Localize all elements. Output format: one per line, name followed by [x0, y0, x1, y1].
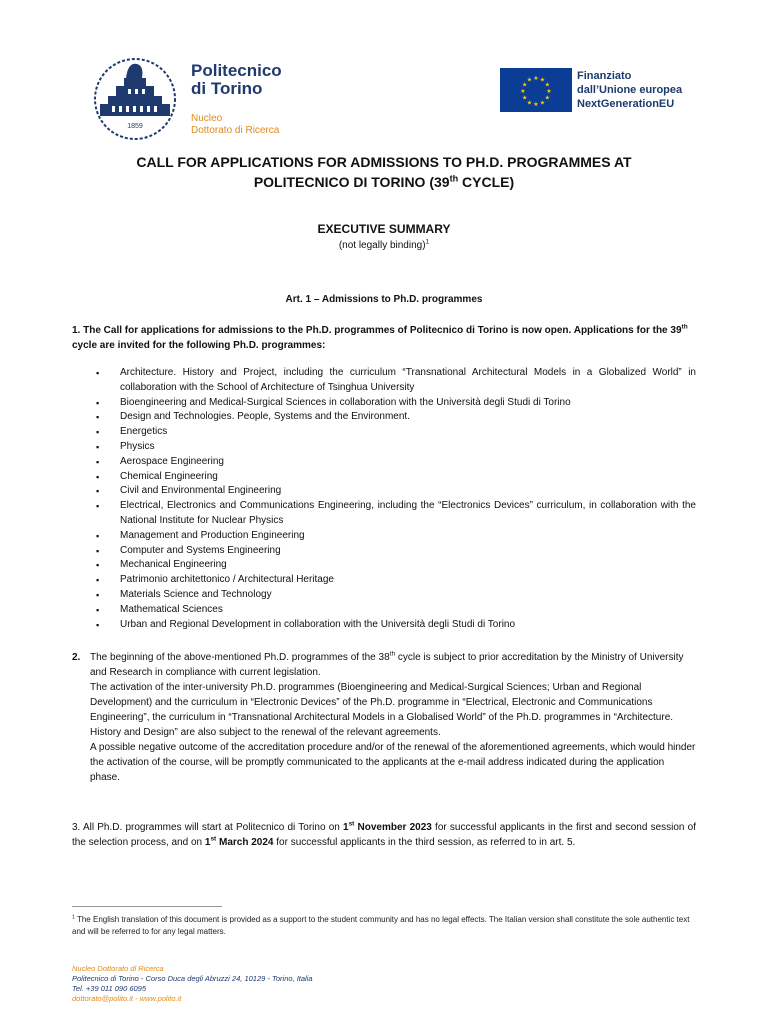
- eu-star-icon: ★: [546, 89, 552, 95]
- programme-list-item: ▪ Patrimonio architettonico / Architectural Heritage: [96, 573, 696, 588]
- programme-list-item: ▪ Mathematical Sciences: [96, 603, 696, 618]
- programme-list-item: ▪ Urban and Regional Development in collaboration with the Università degli Studi di Torino: [96, 618, 696, 633]
- svg-text:1859: 1859: [127, 123, 143, 130]
- programme-list-item: ▪ Chemical Engineering: [96, 470, 696, 485]
- page-footer: Nucleo Dottorato di Ricerca Politecnico di Torino - Corso Duca degli Abruzzi 24, 10129 - Torino, Italia Tel. +39 011 090 6095 dottorato@polito.it - www.polito.it: [72, 964, 313, 1003]
- unit-name: Nucleo Dottorato di Ricerca: [191, 113, 280, 136]
- eu-star-icon: ★: [539, 77, 546, 84]
- eu-star-icon: ★: [544, 95, 550, 102]
- programme-list-item: ▪ Physics: [96, 440, 696, 455]
- eu-star-icon: ★: [539, 100, 546, 107]
- programme-list-item: ▪ Management and Production Engineering: [96, 529, 696, 544]
- politecnico-logo: [92, 56, 362, 146]
- paragraph-2: 2. The beginning of the above-mentioned Ph.D. programmes of the 38th cycle is subject to prior accreditation by the Ministry of University and Research in compliance with current legislation. The activation of the inter-university Ph.D. programmes (Bioengineering and Medical-Surgical Sciences; Urban and Regional Development) and the curriculum in “Electronic Devices” of the Ph.D. programme in “Electrical, Electronic and Communications Engineering”, the curriculum in “Transnational Architectural Models in a Globalised World” of the Ph.D. programmes in “Architecture. History and Design” are also subject to the renewal of the relevant agreements. A possible negative outcome of the accreditation procedure and/or of the renewal of the aforementioned agreements, which would hinder the activation of the course, will be promptly communicated to the applicants at the e-mail address indicated during the application phase.: [72, 650, 696, 783]
- eu-funding-text: Finanziato dall’Unione europea NextGenerationEU: [577, 70, 683, 110]
- footer-contact-link[interactable]: dottorato@polito.it - www.polito.it: [72, 994, 182, 1003]
- programme-list-item: ▪ Aerospace Engineering: [96, 455, 696, 470]
- paragraph-1: 1. The Call for applications for admissions to the Ph.D. programmes of Politecnico di Torino is now open. Applications for the 39th cycle are invited for the following Ph.D. programmes:: [72, 323, 688, 351]
- eu-star-icon: ★: [526, 100, 533, 107]
- eu-star-icon: ★: [526, 77, 533, 84]
- document-title: CALL FOR APPLICATIONS FOR ADMISSIONS TO PH.D. PROGRAMMES AT POLITECNICO DI TORINO (39th CYCLE): [136, 154, 632, 190]
- executive-summary-heading: EXECUTIVE SUMMARY: [317, 222, 451, 236]
- eu-star-icon: ★: [520, 89, 526, 95]
- eu-star-icon: ★: [544, 82, 550, 89]
- footnote-divider: [72, 906, 222, 907]
- article-heading: Art. 1 – Admissions to Ph.D. programmes: [285, 294, 483, 305]
- eu-funding-logo: [500, 68, 710, 114]
- eu-star-icon: ★: [533, 76, 539, 82]
- programme-list-item: ▪ Computer and Systems Engineering: [96, 544, 696, 559]
- university-seal-icon: [92, 56, 182, 142]
- programme-list-item: ▪ Materials Science and Technology: [96, 588, 696, 603]
- programme-list: [96, 366, 696, 632]
- eu-star-icon: ★: [522, 95, 528, 102]
- programme-list-item: ▪ Energetics: [96, 425, 696, 440]
- programme-list-item: ▪ Civil and Environmental Engineering: [96, 484, 696, 499]
- eu-star-icon: ★: [522, 82, 528, 89]
- eu-flag-icon: [500, 68, 572, 112]
- programme-list-item: ▪ Bioengineering and Medical-Surgical Sciences in collaboration with the Università degli Studi di Torino: [96, 396, 696, 411]
- programme-list-item: ▪ Architecture. History and Project, including the curriculum “Transnational Architectural Models in a Globalized World” in collaboration with the School of Architecture of Tsinghua University: [96, 366, 696, 396]
- paragraph-3: 3. All Ph.D. programmes will start at Politecnico di Torino on 1st November 2023 for successful applicants in the first and second session of the selection process, and on 1st March 2024 for successful applicants in the third session, as referred to in art. 5.: [72, 820, 696, 848]
- university-name: Politecnico di Torino: [191, 61, 282, 98]
- programme-list-item: ▪ Electrical, Electronics and Communications Engineering, including the “Electronics Devices” curriculum, in collaboration with the National Institute for Nuclear Physics: [96, 499, 696, 529]
- eu-star-icon: ★: [533, 102, 539, 108]
- programme-list-item: ▪ Mechanical Engineering: [96, 558, 696, 573]
- not-legally-binding-note: (not legally binding)$^1$: [338, 238, 430, 251]
- programme-list-item: ▪ Design and Technologies. People, Systems and the Environment.: [96, 410, 696, 425]
- footnote: $^1$ The English translation of this document is provided as a support to the student community and has no legal effects. The Italian version shall constitute the sole authentic text and will be referred to for any legal matters.: [72, 914, 690, 936]
